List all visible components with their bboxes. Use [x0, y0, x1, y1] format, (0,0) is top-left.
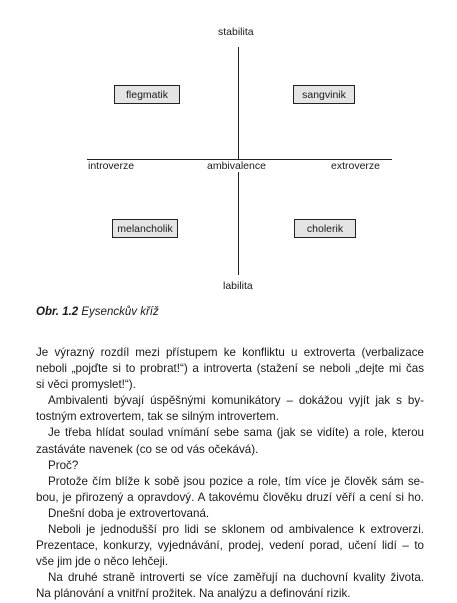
axis-label-extroverze: extroverze [331, 160, 381, 172]
text-line: bou, je přirozený a opravdový. A takovému člověku druzí věří a cení si ho. [36, 490, 424, 504]
text-line: Proč? [48, 458, 79, 472]
text-line: Dnešní doba je extrovertovaná. [48, 506, 210, 520]
eysenck-cross-diagram [0, 0, 457, 300]
text-line: tostným extrovertem, tak se silným introvertem. [36, 410, 279, 424]
axis-label-labilita: labilita [223, 280, 253, 292]
figure-number: Obr. 1.2 [36, 306, 79, 318]
axis-label-stabilita: stabilita [218, 26, 254, 38]
text-line: si věci promyslet!“). [36, 378, 136, 392]
text-line: Ambivalenti bývají úspěšnými komunikátory – dokážou vyjít jak s by- [48, 394, 424, 408]
text-line: Protože čím blíže k sobě jsou pozice a role, tím více je člověk sám se- [48, 474, 424, 488]
text-line: Na druhé straně introverti se více zaměřují na duchovní kvality života. [48, 571, 424, 585]
figure-title: Eysenckův kříž [81, 306, 159, 318]
text-line: Je výrazný rozdíl mezi přístupem ke konfliktu u extroverta (verbalizace [36, 346, 424, 359]
axis-label-introverze: introverze [88, 160, 135, 172]
box-flegmatik: flegmatik [114, 85, 180, 104]
axis-label-ambivalence: ambivalence [207, 160, 266, 172]
text-line: Je třeba hlídat soulad vnímání sebe sama (jak se vidíte) a role, kterou [48, 426, 424, 440]
body-text [36, 345, 424, 603]
box-sangvinik: sangvinik [293, 85, 355, 104]
text-line: zastáváte navenek (co se od vás očekává). [36, 442, 259, 456]
text-line: neboli „pojďte si to probrat!“) a introverta (stažení se neboli „dejte mi čas [36, 362, 424, 376]
text-line: Neboli je jednodušší pro lidi se sklonem od ambivalence k extroverzi. [48, 523, 424, 537]
figure-caption [36, 305, 159, 319]
box-cholerik: cholerik [294, 219, 356, 238]
text-line: Prezentace, konkurzy, vyjednávání, prodej, vedení porad, učení lidí – to [36, 539, 424, 553]
text-line: Na plánování a vnitřní prožitek. Na analýzu a definování rizik. [36, 587, 351, 601]
box-melancholik: melancholik [112, 219, 178, 238]
text-line: vše jim jde o něco lehčeji. [36, 555, 169, 569]
